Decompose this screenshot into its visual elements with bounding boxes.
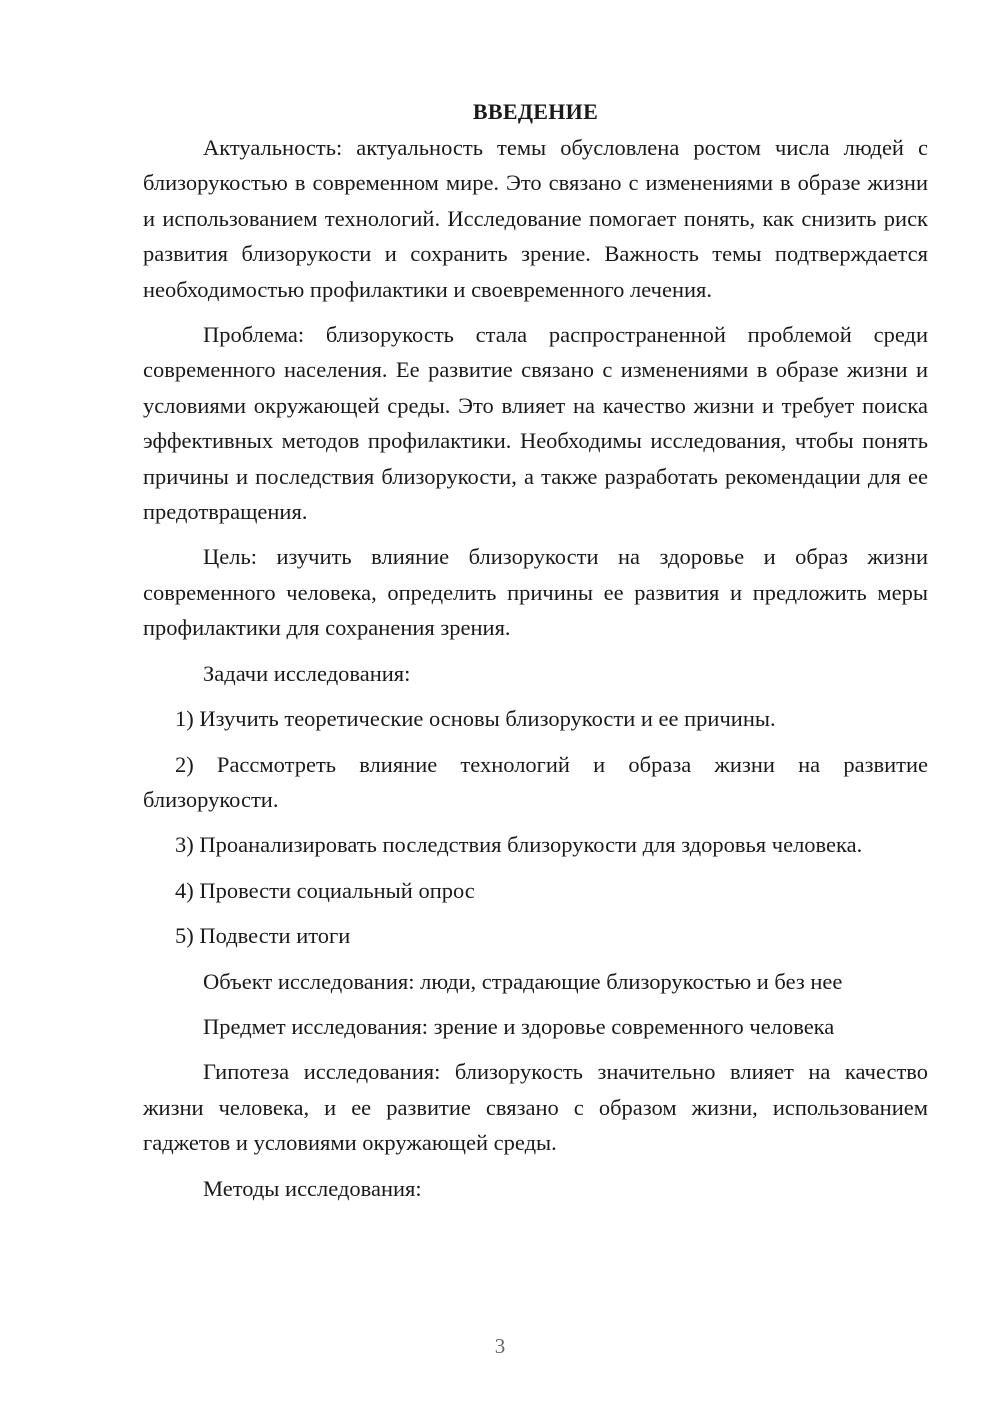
page-number: 3 — [494, 1334, 506, 1358]
paragraph-subject: Предмет исследования: зрение и здоровье современного человека — [203, 1013, 835, 1039]
task-item-1: 1) Изучить теоретические основы близорукости и ее причины. — [175, 706, 776, 732]
paragraph-problem: Проблема: близорукость стала распространенной проблемой среди современного населения. Ее развитие связано с изменениями в образе жизни и условиями окружающей среды. Это влияет на качество жизни и требует поиска эффективных методов профилактики. Необходимы исследования, чтобы понять причины и последствия близорукости, а также разработать рекомендации для ее предотвращения. — [143, 322, 928, 525]
task-item-3: 3) Проанализировать последствия близорукости для здоровья человека. — [175, 832, 863, 858]
paragraph-hypothesis: Гипотеза исследования: близорукость значительно влияет на качество жизни человека, и ее развитие связано с образом жизни, использованием гаджетов и условиями окружающей среды. — [143, 1059, 928, 1156]
task-item-4: 4) Провести социальный опрос — [175, 877, 475, 903]
task-item-2: 2) Рассмотреть влияние технологий и образа жизни на развитие близорукости. — [143, 751, 928, 812]
paragraph-relevance: Актуальность: актуальность темы обусловлена ростом числа людей с близорукостью в современном мире. Это связано с изменениями в образе жизни и использованием технологий. Исследование помогает понять, как снизить риск развития близорукости и сохранить зрение. Важность темы подтверждается необходимостью профилактики и своевременного лечения. — [143, 135, 928, 302]
paragraph-object: Объект исследования: люди, страдающие близорукостью и без нее — [203, 968, 843, 994]
task-item-5: 5) Подвести итоги — [175, 923, 351, 949]
paragraph-tasks-heading: Задачи исследования: — [203, 660, 411, 686]
document-page — [143, 96, 928, 1216]
section-title: ВВЕДЕНИЕ — [472, 99, 599, 124]
paragraph-methods: Методы исследования: — [203, 1175, 422, 1201]
paragraph-goal: Цель: изучить влияние близорукости на здоровье и образ жизни современного человека, определить причины ее развития и предложить меры профилактики для сохранения зрения. — [143, 544, 928, 641]
